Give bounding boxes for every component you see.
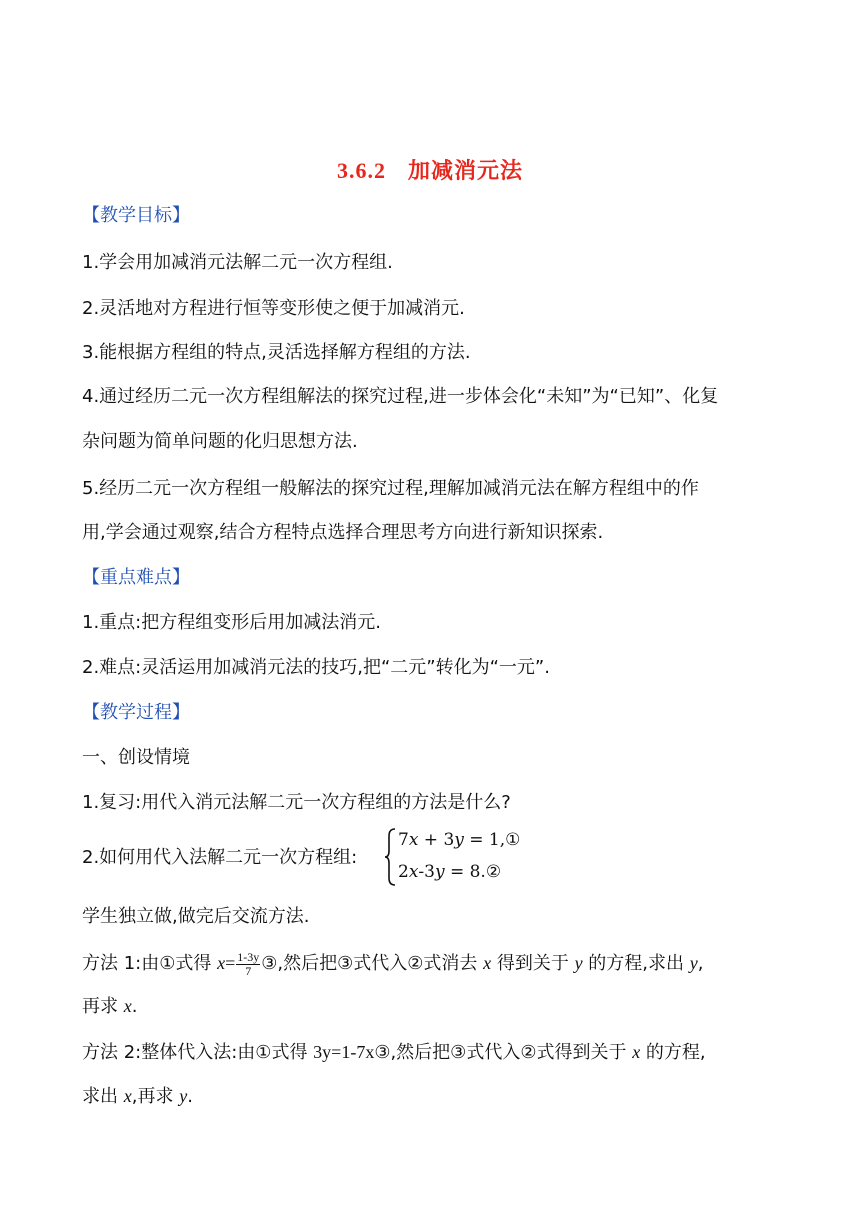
objective-line: 2.灵活地对方程进行恒等变形使之便于加减消元. [82, 298, 465, 319]
math-var: y [689, 953, 698, 973]
method-1-text: ③,然后把③式代入②式消去 [261, 953, 484, 974]
question-line: 1.复习:用代入消元法解二元一次方程组的方法是什么? [82, 792, 511, 813]
math-var: x [217, 953, 226, 973]
left-brace [384, 828, 396, 886]
math-var: x [123, 1086, 132, 1106]
math-var: y [574, 953, 583, 973]
fraction-numerator: 1-3y [237, 949, 260, 964]
equation-system [384, 828, 544, 888]
section-number: 3.6.2 [336, 158, 386, 183]
method-1-text: 再求 [82, 996, 124, 1017]
key-point-line: 1.重点:把方程组变形后用加减法消元. [82, 612, 381, 633]
method-2-text: . [187, 1086, 193, 1107]
objective-line: 杂问题为简单问题的化归思想方法. [82, 431, 358, 452]
method-2-text: 的方程, [640, 1042, 706, 1063]
objective-line: 5.经历二元一次方程组一般解法的探究过程,理解加减消元法在解方程组中的作 [82, 478, 699, 499]
math-var: x [632, 1042, 641, 1062]
math-var: y [179, 1086, 188, 1106]
student-instruction: 学生独立做,做完后交流方法. [82, 906, 310, 927]
objective-line: 3.能根据方程组的特点,灵活选择解方程组的方法. [82, 342, 471, 363]
math-equals: = [225, 953, 236, 973]
page-title [0, 154, 860, 185]
math-var: x [483, 953, 492, 973]
method-1-text: , [697, 953, 704, 974]
method-1-line [82, 950, 782, 978]
fraction-denominator: 7 [245, 963, 252, 978]
method-1-text: 的方程,求出 [582, 953, 690, 974]
method-2-text: ,再求 [131, 1086, 180, 1107]
objective-line: 用,学会通过观察,结合方程特点选择合理思考方向进行新知识探索. [82, 522, 604, 543]
process-part-heading: 一、创设情境 [82, 747, 190, 768]
heading-objectives: 【教学目标】 [82, 205, 190, 226]
method-2-line [82, 1039, 782, 1066]
method-2-text: 求出 [82, 1086, 124, 1107]
method-2-text: 方法 2:整体代入法:由①式得 [82, 1042, 314, 1063]
method-1-text: 得到关于 [491, 953, 575, 974]
method-1-text: . [131, 996, 138, 1017]
key-point-line: 2.难点:灵活运用加减消元法的技巧,把“二元”转化为“一元”. [82, 657, 550, 678]
objective-line: 1.学会用加减消元法解二元一次方程组. [82, 252, 393, 273]
math-expression: 3y=1-7x [313, 1042, 375, 1062]
question-line: 2.如何用代入法解二元一次方程组: [82, 847, 358, 868]
heading-key-points: 【重点难点】 [82, 567, 190, 588]
heading-process: 【教学过程】 [82, 702, 190, 723]
method-2-line-2 [82, 1083, 782, 1110]
method-1-line-2 [82, 993, 782, 1020]
objective-line: 4.通过经历二元一次方程组解法的探究过程,进一步体会化“未知”为“已知”、化复 [82, 386, 719, 407]
method-2-text: ③,然后把③式代入②式得到关于 [374, 1042, 633, 1063]
method-1-text: 方法 1:由①式得 [82, 953, 218, 974]
equation-1: 7𝑥 + 3𝑦 = 1,① [398, 830, 521, 850]
equation-2: 2𝑥-3𝑦 = 8.② [398, 862, 502, 882]
fraction [236, 951, 260, 978]
title-text: 加减消元法 [407, 159, 523, 184]
math-var: x [123, 996, 132, 1016]
